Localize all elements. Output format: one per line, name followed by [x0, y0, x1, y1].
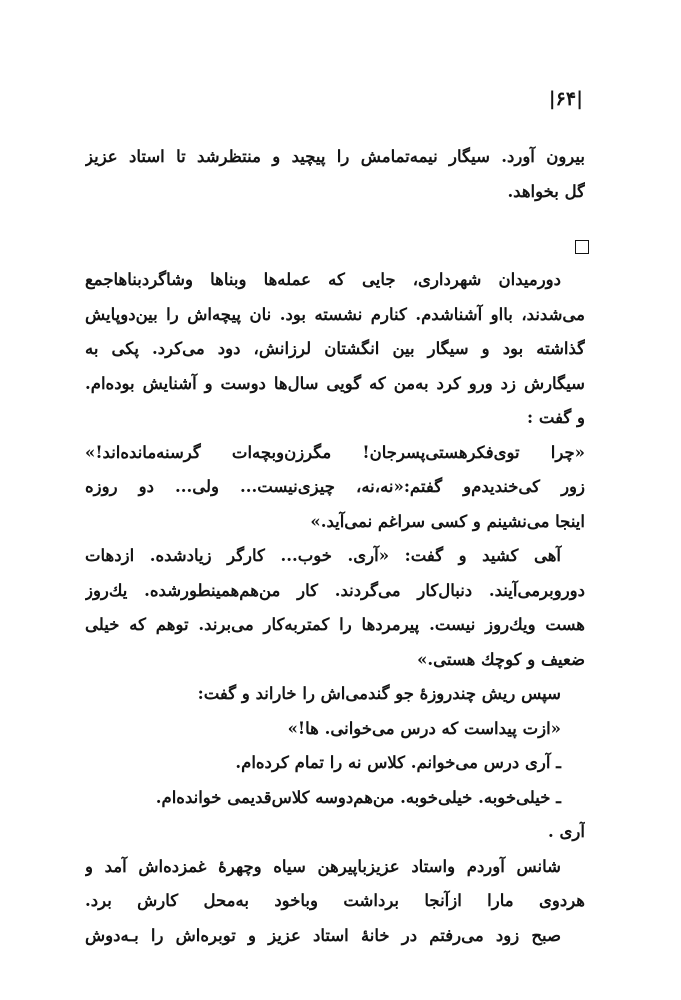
text-line: و گفت :: [527, 408, 585, 427]
text-line: دورمیدان شهرداری، جایی که عمله‌ها وبناها وشاگردبناهاجمع: [85, 270, 561, 289]
text-line: زور کی‌خندیدم‌و گفتم:«نه،نه، چیزی‌نیست... ولی... دو روزه: [85, 477, 585, 496]
opening-paragraph: [85, 140, 585, 209]
text-line: گذاشته بود و سیگار بین انگشتان لرزانش، دود می‌کرد. پکی به: [85, 339, 585, 358]
text-line: بیرون آورد. سیگار نیمه‌تمامش را پیچید و منتظرشد تا استاد عزیز: [85, 147, 585, 166]
text-line: آری .: [548, 822, 585, 841]
text-line: دوروبرمی‌آیند. دنبال‌کار می‌گردند. کار من‌هم‌همینطورشده. یك‌روز: [85, 580, 585, 600]
text-line: «ازت پیداست که درس می‌خوانی. ها!»: [287, 718, 561, 738]
page-number: |۶۴|: [548, 88, 583, 110]
text-line: ضعیف و کوچك هستی.»: [417, 649, 585, 669]
text-line: ـ آری درس می‌خوانم. کلاس نه را تمام کرده‌ام.: [235, 753, 561, 772]
text-line: سپس ریش چندروزهٔ جو گندمی‌اش را خاراند و گفت:: [197, 684, 561, 703]
text-line: هردوی مارا ازآنجا برداشت وباخود به‌محل کارش برد.: [85, 891, 585, 910]
body-paragraph: [85, 263, 585, 953]
text-line: شانس آوردم واستاد عزیزباپیرهن سیاه وچهرهٔ غمزده‌اش آمد و: [85, 856, 561, 876]
text-line: ـ خیلی‌خوبه. خیلی‌خوبه. من‌هم‌دوسه کلاس‌قدیمی خوانده‌ام.: [155, 787, 561, 807]
text-line: اینجا می‌نشینم و کسی سراغم نمی‌آید.»: [310, 511, 585, 531]
text-line: هست ویك‌روز نیست. پیرمردها را کمتربه‌کار می‌برند. توهم که خیلی: [85, 615, 585, 634]
text-line: «چرا توی‌فکرهستی‌پسرجان! مگرزن‌وبچه‌ات گرسنه‌مانده‌اند!»: [85, 442, 585, 462]
text-line: سیگارش زد ورو کرد به‌من که گویی سال‌ها دوست و آشنایش بوده‌ام.: [85, 373, 585, 393]
text-line: می‌شدند، بااو آشناشدم. کنارم نشسته بود. نان پیچه‌اش را بین‌دوپایش: [85, 304, 585, 324]
section-break-box-icon: [575, 240, 589, 254]
text-line: صبح زود می‌رفتم در خانهٔ استاد عزیز و توبره‌اش را بـه‌دوش: [85, 925, 561, 945]
text-line: گل بخواهد.: [507, 181, 585, 201]
text-line: آهی کشید و گفت: «آری. خوب... کارگر زیادشده. ازدهات: [85, 546, 561, 565]
